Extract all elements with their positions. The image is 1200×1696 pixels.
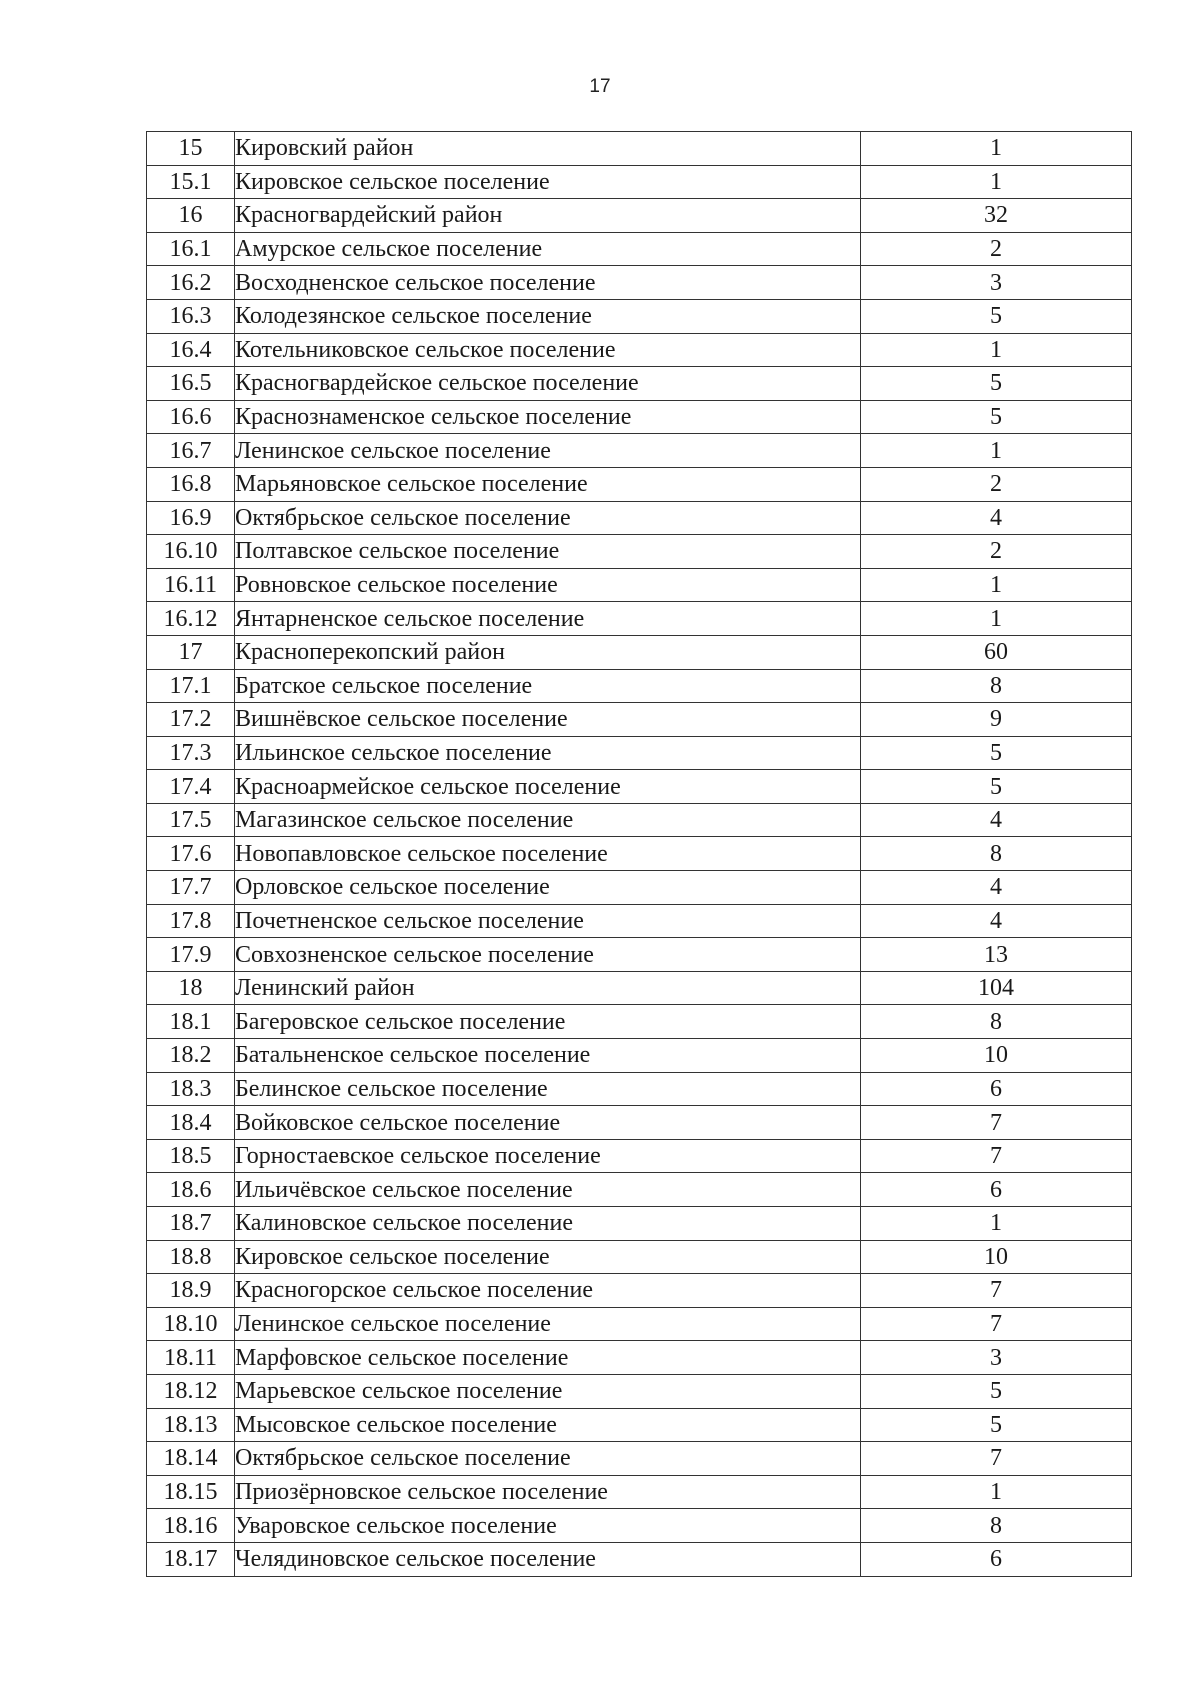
row-number-cell: 18.17 bbox=[147, 1542, 235, 1576]
row-number-cell: 15.1 bbox=[147, 165, 235, 199]
row-name-cell: Полтавское сельское поселение bbox=[235, 535, 861, 569]
row-name-cell: Амурское сельское поселение bbox=[235, 232, 861, 266]
row-count-cell: 8 bbox=[861, 669, 1132, 703]
row-number-cell: 16.8 bbox=[147, 467, 235, 501]
table-row bbox=[147, 1341, 1132, 1375]
row-name-cell: Марьяновское сельское поселение bbox=[235, 467, 861, 501]
row-name-cell: Челядиновское сельское поселение bbox=[235, 1542, 861, 1576]
row-count-cell: 4 bbox=[861, 501, 1132, 535]
row-name-cell: Войковское сельское поселение bbox=[235, 1106, 861, 1140]
row-name-cell: Колодезянское сельское поселение bbox=[235, 299, 861, 333]
table-row bbox=[147, 299, 1132, 333]
row-count-cell: 7 bbox=[861, 1442, 1132, 1476]
row-name-cell: Новопавловское сельское поселение bbox=[235, 837, 861, 871]
row-count-cell: 1 bbox=[861, 602, 1132, 636]
row-name-cell: Восходненское сельское поселение bbox=[235, 266, 861, 300]
row-name-cell: Кировское сельское поселение bbox=[235, 165, 861, 199]
row-count-cell: 1 bbox=[861, 434, 1132, 468]
row-count-cell: 6 bbox=[861, 1542, 1132, 1576]
row-number-cell: 18.2 bbox=[147, 1039, 235, 1073]
row-number-cell: 17.1 bbox=[147, 669, 235, 703]
row-number-cell: 16.11 bbox=[147, 568, 235, 602]
row-name-cell: Ильинское сельское поселение bbox=[235, 736, 861, 770]
row-count-cell: 6 bbox=[861, 1072, 1132, 1106]
row-name-cell: Красноармейское сельское поселение bbox=[235, 770, 861, 804]
table-row bbox=[147, 1408, 1132, 1442]
row-number-cell: 17.6 bbox=[147, 837, 235, 871]
row-count-cell: 7 bbox=[861, 1106, 1132, 1140]
row-count-cell: 5 bbox=[861, 299, 1132, 333]
table-row bbox=[147, 165, 1132, 199]
table-row bbox=[147, 1509, 1132, 1543]
row-name-cell: Кировское сельское поселение bbox=[235, 1240, 861, 1274]
row-name-cell: Белинское сельское поселение bbox=[235, 1072, 861, 1106]
row-name-cell: Калиновское сельское поселение bbox=[235, 1207, 861, 1241]
row-name-cell: Янтарненское сельское поселение bbox=[235, 602, 861, 636]
row-count-cell: 5 bbox=[861, 770, 1132, 804]
row-name-cell: Красногвардейское сельское поселение bbox=[235, 367, 861, 401]
row-name-cell: Горностаевское сельское поселение bbox=[235, 1139, 861, 1173]
row-number-cell: 18.5 bbox=[147, 1139, 235, 1173]
row-count-cell: 7 bbox=[861, 1307, 1132, 1341]
row-number-cell: 16.1 bbox=[147, 232, 235, 266]
row-number-cell: 17.2 bbox=[147, 703, 235, 737]
row-number-cell: 17 bbox=[147, 635, 235, 669]
row-number-cell: 16.7 bbox=[147, 434, 235, 468]
table-row bbox=[147, 568, 1132, 602]
row-number-cell: 18.3 bbox=[147, 1072, 235, 1106]
table-row bbox=[147, 1207, 1132, 1241]
row-name-cell: Марфовское сельское поселение bbox=[235, 1341, 861, 1375]
row-count-cell: 1 bbox=[861, 333, 1132, 367]
row-count-cell: 8 bbox=[861, 1005, 1132, 1039]
row-count-cell: 2 bbox=[861, 232, 1132, 266]
row-count-cell: 32 bbox=[861, 199, 1132, 233]
row-number-cell: 17.5 bbox=[147, 803, 235, 837]
table-row bbox=[147, 1307, 1132, 1341]
table-row bbox=[147, 1173, 1132, 1207]
table-row bbox=[147, 1274, 1132, 1308]
table-row bbox=[147, 1240, 1132, 1274]
row-count-cell: 9 bbox=[861, 703, 1132, 737]
row-name-cell: Октябрьское сельское поселение bbox=[235, 1442, 861, 1476]
table-row bbox=[147, 434, 1132, 468]
row-name-cell: Октябрьское сельское поселение bbox=[235, 501, 861, 535]
table-row bbox=[147, 837, 1132, 871]
row-count-cell: 5 bbox=[861, 1374, 1132, 1408]
row-name-cell: Ленинское сельское поселение bbox=[235, 434, 861, 468]
row-number-cell: 15 bbox=[147, 132, 235, 166]
table-row bbox=[147, 1374, 1132, 1408]
row-number-cell: 18.12 bbox=[147, 1374, 235, 1408]
table-row bbox=[147, 602, 1132, 636]
settlements-table bbox=[146, 131, 1132, 1577]
table-row bbox=[147, 232, 1132, 266]
row-name-cell: Совхозненское сельское поселение bbox=[235, 938, 861, 972]
row-number-cell: 18.11 bbox=[147, 1341, 235, 1375]
row-count-cell: 5 bbox=[861, 1408, 1132, 1442]
row-number-cell: 16.6 bbox=[147, 400, 235, 434]
row-count-cell: 104 bbox=[861, 971, 1132, 1005]
table-row bbox=[147, 1106, 1132, 1140]
row-number-cell: 18.13 bbox=[147, 1408, 235, 1442]
row-count-cell: 60 bbox=[861, 635, 1132, 669]
table-row bbox=[147, 1005, 1132, 1039]
row-name-cell: Уваровское сельское поселение bbox=[235, 1509, 861, 1543]
row-number-cell: 16.9 bbox=[147, 501, 235, 535]
table-row bbox=[147, 635, 1132, 669]
table-body bbox=[147, 132, 1132, 1577]
table-row bbox=[147, 803, 1132, 837]
row-name-cell: Почетненское сельское поселение bbox=[235, 904, 861, 938]
table-row bbox=[147, 132, 1132, 166]
row-name-cell: Красногорское сельское поселение bbox=[235, 1274, 861, 1308]
row-count-cell: 5 bbox=[861, 400, 1132, 434]
row-name-cell: Краснознаменское сельское поселение bbox=[235, 400, 861, 434]
row-number-cell: 16 bbox=[147, 199, 235, 233]
row-number-cell: 18.16 bbox=[147, 1509, 235, 1543]
table-row bbox=[147, 1442, 1132, 1476]
row-number-cell: 17.7 bbox=[147, 871, 235, 905]
row-count-cell: 1 bbox=[861, 568, 1132, 602]
table-row bbox=[147, 266, 1132, 300]
row-name-cell: Мысовское сельское поселение bbox=[235, 1408, 861, 1442]
table-row bbox=[147, 669, 1132, 703]
table-row bbox=[147, 1475, 1132, 1509]
row-count-cell: 5 bbox=[861, 367, 1132, 401]
table-row bbox=[147, 1072, 1132, 1106]
row-number-cell: 18.1 bbox=[147, 1005, 235, 1039]
row-name-cell: Вишнёвское сельское поселение bbox=[235, 703, 861, 737]
row-count-cell: 2 bbox=[861, 467, 1132, 501]
table-row bbox=[147, 871, 1132, 905]
row-number-cell: 16.4 bbox=[147, 333, 235, 367]
row-name-cell: Магазинское сельское поселение bbox=[235, 803, 861, 837]
row-count-cell: 13 bbox=[861, 938, 1132, 972]
row-count-cell: 1 bbox=[861, 165, 1132, 199]
table-row bbox=[147, 400, 1132, 434]
table-row bbox=[147, 199, 1132, 233]
table-row bbox=[147, 535, 1132, 569]
table-row bbox=[147, 971, 1132, 1005]
row-number-cell: 18.6 bbox=[147, 1173, 235, 1207]
row-number-cell: 18.8 bbox=[147, 1240, 235, 1274]
table-row bbox=[147, 736, 1132, 770]
row-count-cell: 4 bbox=[861, 803, 1132, 837]
page-number: 17 bbox=[589, 76, 611, 97]
row-name-cell: Кировский район bbox=[235, 132, 861, 166]
row-count-cell: 1 bbox=[861, 1475, 1132, 1509]
table-row bbox=[147, 367, 1132, 401]
row-number-cell: 16.2 bbox=[147, 266, 235, 300]
row-name-cell: Батальненское сельское поселение bbox=[235, 1039, 861, 1073]
row-name-cell: Марьевское сельское поселение bbox=[235, 1374, 861, 1408]
table-row bbox=[147, 703, 1132, 737]
row-count-cell: 10 bbox=[861, 1039, 1132, 1073]
row-number-cell: 18.10 bbox=[147, 1307, 235, 1341]
row-name-cell: Ровновское сельское поселение bbox=[235, 568, 861, 602]
row-count-cell: 3 bbox=[861, 266, 1132, 300]
row-name-cell: Приозёрновское сельское поселение bbox=[235, 1475, 861, 1509]
table-row bbox=[147, 501, 1132, 535]
table-row bbox=[147, 1139, 1132, 1173]
row-count-cell: 7 bbox=[861, 1139, 1132, 1173]
row-name-cell: Братское сельское поселение bbox=[235, 669, 861, 703]
row-count-cell: 8 bbox=[861, 837, 1132, 871]
row-count-cell: 5 bbox=[861, 736, 1132, 770]
row-count-cell: 6 bbox=[861, 1173, 1132, 1207]
row-name-cell: Ленинское сельское поселение bbox=[235, 1307, 861, 1341]
row-name-cell: Ильичёвское сельское поселение bbox=[235, 1173, 861, 1207]
table-row bbox=[147, 770, 1132, 804]
row-count-cell: 2 bbox=[861, 535, 1132, 569]
table-row bbox=[147, 467, 1132, 501]
row-number-cell: 17.3 bbox=[147, 736, 235, 770]
row-name-cell: Багеровское сельское поселение bbox=[235, 1005, 861, 1039]
row-count-cell: 4 bbox=[861, 904, 1132, 938]
table-row bbox=[147, 904, 1132, 938]
row-name-cell: Котельниковское сельское поселение bbox=[235, 333, 861, 367]
row-name-cell: Орловское сельское поселение bbox=[235, 871, 861, 905]
table-row bbox=[147, 1542, 1132, 1576]
row-number-cell: 16.3 bbox=[147, 299, 235, 333]
row-count-cell: 4 bbox=[861, 871, 1132, 905]
row-number-cell: 16.5 bbox=[147, 367, 235, 401]
row-number-cell: 18.15 bbox=[147, 1475, 235, 1509]
row-number-cell: 18 bbox=[147, 971, 235, 1005]
row-number-cell: 18.4 bbox=[147, 1106, 235, 1140]
row-number-cell: 17.9 bbox=[147, 938, 235, 972]
row-number-cell: 18.7 bbox=[147, 1207, 235, 1241]
table-row bbox=[147, 1039, 1132, 1073]
row-name-cell: Красноперекопский район bbox=[235, 635, 861, 669]
row-number-cell: 18.9 bbox=[147, 1274, 235, 1308]
row-number-cell: 17.8 bbox=[147, 904, 235, 938]
row-name-cell: Красногвардейский район bbox=[235, 199, 861, 233]
row-count-cell: 10 bbox=[861, 1240, 1132, 1274]
row-count-cell: 8 bbox=[861, 1509, 1132, 1543]
row-count-cell: 1 bbox=[861, 1207, 1132, 1241]
row-name-cell: Ленинский район bbox=[235, 971, 861, 1005]
row-number-cell: 16.10 bbox=[147, 535, 235, 569]
table-row bbox=[147, 938, 1132, 972]
row-count-cell: 1 bbox=[861, 132, 1132, 166]
table-row bbox=[147, 333, 1132, 367]
row-number-cell: 18.14 bbox=[147, 1442, 235, 1476]
row-count-cell: 3 bbox=[861, 1341, 1132, 1375]
row-number-cell: 16.12 bbox=[147, 602, 235, 636]
row-number-cell: 17.4 bbox=[147, 770, 235, 804]
row-count-cell: 7 bbox=[861, 1274, 1132, 1308]
